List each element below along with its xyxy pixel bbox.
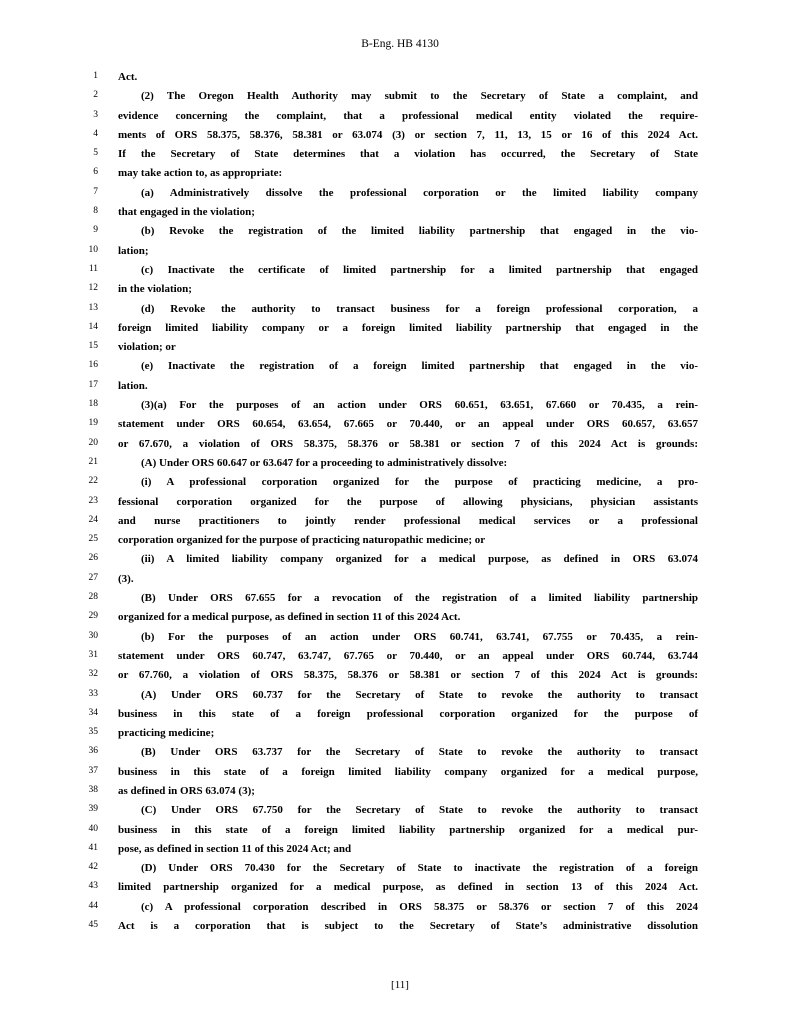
line-number: 40: [88, 823, 98, 834]
line-number: 12: [88, 283, 98, 294]
line-text: lation;: [118, 244, 149, 257]
line-number: 3: [93, 109, 98, 120]
line-text: and nurse practitioners to jointly render professional medical services or a professional: [118, 514, 698, 527]
line-text: (d) Revoke the authority to transact business for a foreign professional corporation, a: [141, 302, 698, 315]
line-number: 9: [93, 225, 98, 236]
line-number: 38: [88, 784, 98, 795]
document-header: B-Eng. HB 4130: [361, 38, 439, 50]
document-line: [0, 396, 800, 415]
line-text: (c) Inactivate the certificate of limited partnership for a limited partnership that engaged: [141, 263, 698, 276]
line-text: limited partnership organized for a medical purpose, as defined in section 13 of this 2024 Act.: [118, 881, 698, 894]
line-text: (A) Under ORS 60.737 for the Secretary of State to revoke the authority to transact: [141, 688, 698, 701]
line-number: 22: [88, 476, 98, 487]
line-text: violation; or: [118, 341, 176, 354]
line-number: 4: [93, 128, 98, 139]
document-line: [0, 628, 800, 647]
document-line: [0, 550, 800, 569]
document-line: [0, 724, 800, 743]
line-text: or 67.670, a violation of ORS 58.375, 58.376 or 58.381 or section 7 of this 2024 Act is grounds:: [118, 437, 698, 450]
line-text: business in this state of a foreign professional corporation organized for the purpose of: [118, 707, 698, 720]
document-line: [0, 454, 800, 473]
document-line: [0, 107, 800, 126]
document-line: [0, 493, 800, 512]
line-number: 18: [88, 399, 98, 410]
document-line: [0, 531, 800, 550]
line-text: (b) Revoke the registration of the limited liability partnership that engaged in the vio-: [141, 225, 698, 238]
line-text: may take action to, as appropriate:: [118, 167, 283, 180]
line-number: 25: [88, 534, 98, 545]
line-number: 45: [88, 920, 98, 931]
line-text: (ii) A limited liability company organized for a medical purpose, as defined in ORS 63.074: [141, 553, 698, 566]
document-body: [0, 68, 800, 936]
line-text: (3).: [118, 572, 134, 585]
line-text: in the violation;: [118, 283, 192, 296]
line-number: 36: [88, 746, 98, 757]
line-text: business in this state of a foreign limited liability partnership organized for a medical pur-: [118, 823, 698, 836]
document-line: [0, 878, 800, 897]
line-number: 8: [93, 206, 98, 217]
line-text: (a) Administratively dissolve the professional corporation or the limited liability company: [141, 186, 698, 199]
line-number: 41: [88, 842, 98, 853]
line-number: 10: [88, 244, 98, 255]
document-line: [0, 319, 800, 338]
document-line: [0, 705, 800, 724]
document-line: [0, 473, 800, 492]
document-line: [0, 898, 800, 917]
line-text: If the Secretary of State determines that a violation has occurred, the Secretary of State: [118, 148, 698, 161]
document-line: [0, 917, 800, 936]
document-line: [0, 821, 800, 840]
line-text: fessional corporation organized for the purpose of allowing physicians, physician assistants: [118, 495, 698, 508]
line-number: 33: [88, 688, 98, 699]
line-text: evidence concerning the complaint, that a professional medical entity violated the require-: [118, 109, 698, 122]
line-text: corporation organized for the purpose of practicing naturopathic medicine; or: [118, 534, 486, 547]
line-text: statement under ORS 60.747, 63.747, 67.765 or 70.440, or an appeal under ORS 60.744, 63.744: [118, 649, 698, 662]
document-line: [0, 87, 800, 106]
line-text: or 67.760, a violation of ORS 58.375, 58.376 or 58.381 or section 7 of this 2024 Act is grounds:: [118, 669, 698, 682]
line-number: 7: [93, 186, 98, 197]
line-text: (c) A professional corporation described in ORS 58.375 or 58.376 or section 7 of this 2024: [141, 900, 698, 913]
document-line: [0, 608, 800, 627]
line-number: 1: [93, 71, 98, 81]
document-line: [0, 261, 800, 280]
line-number: 17: [88, 379, 98, 390]
document-line: [0, 126, 800, 145]
document-line: [0, 415, 800, 434]
line-number: 39: [88, 804, 98, 815]
line-number: 21: [88, 456, 98, 467]
document-line: [0, 338, 800, 357]
line-number: 27: [88, 572, 98, 583]
line-text: Act is a corporation that is subject to the Secretary of State’s administrative dissolution: [118, 920, 698, 933]
line-text: that engaged in the violation;: [118, 206, 255, 219]
line-number: 20: [88, 437, 98, 448]
line-text: practicing medicine;: [118, 727, 215, 740]
line-number: 2: [93, 90, 98, 101]
line-number: 5: [93, 148, 98, 159]
line-number: 23: [88, 495, 98, 506]
document-line: [0, 145, 800, 164]
line-text: lation.: [118, 379, 148, 392]
line-number: 15: [88, 341, 98, 352]
document-line: [0, 203, 800, 222]
line-number: 11: [88, 263, 98, 274]
line-text: Act.: [118, 71, 138, 83]
line-number: 37: [88, 765, 98, 776]
line-number: 28: [88, 592, 98, 603]
line-text: as defined in ORS 63.074 (3);: [118, 784, 255, 797]
document-line: [0, 164, 800, 183]
document-line: [0, 512, 800, 531]
line-text: (i) A professional corporation organized for the purpose of practicing medicine, a pro-: [141, 476, 698, 489]
line-number: 32: [88, 669, 98, 680]
line-number: 30: [88, 630, 98, 641]
line-text: (e) Inactivate the registration of a foreign limited partnership that engaged in the vio-: [141, 360, 698, 373]
line-text: pose, as defined in section 11 of this 2024 Act; and: [118, 842, 352, 855]
line-number: 42: [88, 862, 98, 873]
line-number: 6: [93, 167, 98, 178]
document-line: [0, 647, 800, 666]
document-line: [0, 222, 800, 241]
line-text: (A) Under ORS 60.647 or 63.647 for a proceeding to administratively dissolve:: [141, 456, 508, 469]
line-number: 26: [88, 553, 98, 564]
line-text: business in this state of a foreign limited liability company organized for a medical purpose,: [118, 765, 698, 778]
line-number: 24: [88, 514, 98, 525]
document-line: [0, 763, 800, 782]
document-line: [0, 184, 800, 203]
document-line: [0, 357, 800, 376]
document-line: [0, 570, 800, 589]
line-number: 31: [88, 649, 98, 660]
document-line: [0, 840, 800, 859]
document-line: [0, 859, 800, 878]
line-number: 16: [88, 360, 98, 371]
line-number: 19: [88, 418, 98, 429]
document-line: [0, 242, 800, 261]
line-number: 29: [88, 611, 98, 622]
line-text: ments of ORS 58.375, 58.376, 58.381 or 63.074 (3) or section 7, 11, 13, 15 or 16 of this 2024 Act.: [118, 128, 698, 141]
line-number: 14: [88, 321, 98, 332]
document-line: [0, 300, 800, 319]
line-text: statement under ORS 60.654, 63.654, 67.665 or 70.440, or an appeal under ORS 60.657, 63.657: [118, 418, 698, 431]
line-text: organized for a medical purpose, as defined in section 11 of this 2024 Act.: [118, 611, 461, 624]
document-line: [0, 280, 800, 299]
page-number: [11]: [391, 979, 409, 991]
line-text: (B) Under ORS 63.737 for the Secretary of State to revoke the authority to transact: [141, 746, 698, 759]
document-line: [0, 435, 800, 454]
line-number: 34: [88, 707, 98, 718]
document-line: [0, 666, 800, 685]
line-number: 44: [88, 900, 98, 911]
document-line: [0, 686, 800, 705]
document-line: [0, 377, 800, 396]
line-text: (2) The Oregon Health Authority may submit to the Secretary of State a complaint, and: [141, 90, 698, 103]
line-text: (B) Under ORS 67.655 for a revocation of the registration of a limited liability partnership: [141, 592, 698, 605]
document-line: [0, 743, 800, 762]
document-line: [0, 782, 800, 801]
line-text: (b) For the purposes of an action under ORS 60.741, 63.741, 67.755 or 70.435, a rein-: [141, 630, 698, 643]
document-line: [0, 589, 800, 608]
document-line: [0, 801, 800, 820]
line-text: (D) Under ORS 70.430 for the Secretary of State to inactivate the registration of a foreign: [141, 862, 698, 875]
document-line: [0, 68, 800, 87]
line-number: 43: [88, 881, 98, 892]
line-text: foreign limited liability company or a foreign limited liability partnership that engaged in the: [118, 321, 698, 334]
line-text: (3)(a) For the purposes of an action under ORS 60.651, 63.651, 67.660 or 70.435, a rein-: [141, 399, 698, 412]
line-number: 13: [88, 302, 98, 313]
line-number: 35: [88, 727, 98, 738]
line-text: (C) Under ORS 67.750 for the Secretary of State to revoke the authority to transact: [141, 804, 698, 817]
